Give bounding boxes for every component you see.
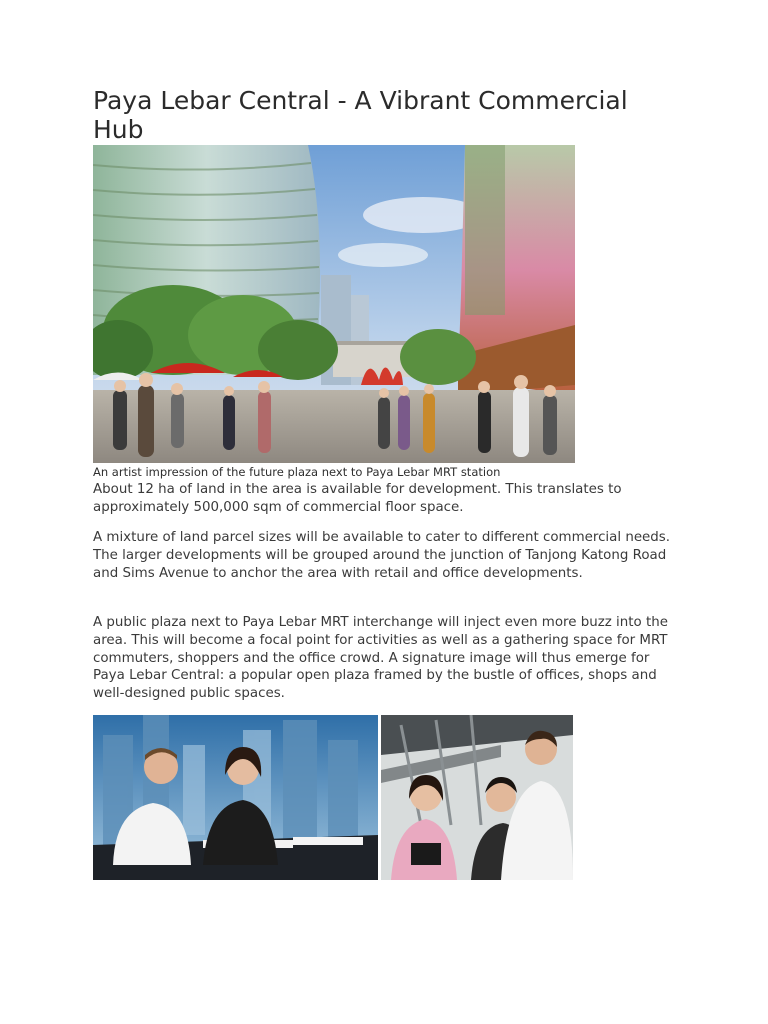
paragraph-public-plaza: A public plaza next to Paya Lebar MRT interchange will inject even more buzz into the area. This will become a focal point for activities as well as a gathering space for MRT commuters, shoppers and the office crowd. A signature image will thus emerge for Paya Lebar Central: a popular open plaza framed by the bustle of offices, shops and well-designed public spaces. xyxy=(93,615,668,702)
hero-image-plaza-rendering xyxy=(93,145,575,463)
page-title: Paya Lebar Central - A Vibrant Commercial Hub xyxy=(93,86,628,144)
office-colleagues-photo xyxy=(381,715,573,880)
paragraph-land-availability: About 12 ha of land in the area is available for development. This translates to approximately 500,000 sqm of commercial floor space. xyxy=(93,482,622,515)
office-photos xyxy=(93,715,573,880)
paragraph-land-parcels: A mixture of land parcel sizes will be available to cater to different commercial needs. The larger developments will be grouped around the junction of Tanjong Katong Road and Sims Avenue to anchor the area with retail and office developments. xyxy=(93,530,671,581)
hero-image-caption: An artist impression of the future plaza next to Paya Lebar MRT station xyxy=(93,465,501,479)
office-meeting-photo xyxy=(93,715,378,880)
